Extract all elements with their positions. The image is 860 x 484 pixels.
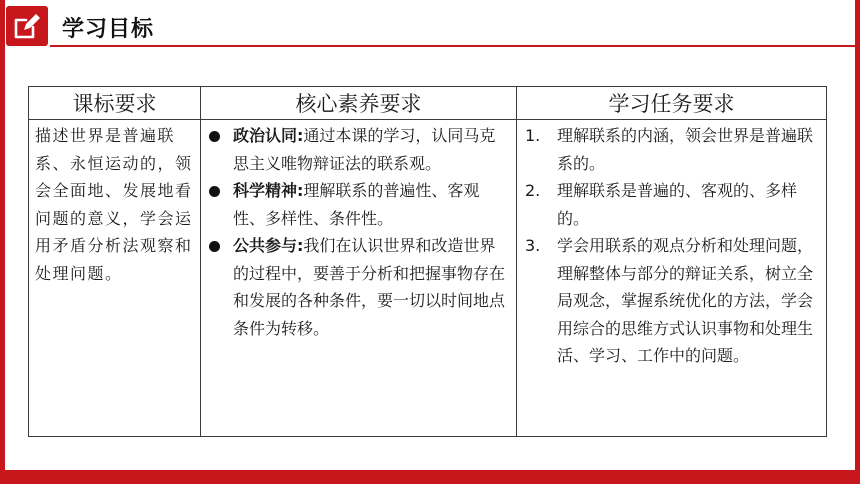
frame-bottom-bar (0, 470, 860, 484)
literacy-cell (201, 120, 517, 437)
page-title: 学习目标 (62, 17, 155, 42)
literacy-text: 我们在认识世界和改造世界的过程中，要善于分析和把握事物存在和发展的各种条件，要一切以时间地点条件为转移。 (233, 236, 506, 338)
literacy-label: 公共参与: (233, 236, 304, 255)
literacy-item-public (207, 232, 510, 342)
task-item (523, 232, 820, 370)
tasks-list (523, 122, 820, 370)
curriculum-text: 描述世界是普遍联系、永恒运动的，领会全面地、发展地看问题的意义，学会运用矛盾分析法观察和处理问题。 (35, 126, 193, 283)
bullet-icon (209, 186, 220, 197)
goals-table (28, 86, 827, 437)
literacy-label: 政治认同: (233, 126, 304, 145)
column-header-curriculum: 课标要求 (29, 87, 201, 120)
bullet-icon (209, 131, 220, 142)
task-text: 学会用联系的观点分析和处理问题，理解整体与部分的辩证关系，树立全局观念，掌握系统优化的方法，学会用综合的思维方式认识事物和处理生活、学习、工作中的问题。 (557, 236, 814, 365)
literacy-item-political (207, 122, 510, 177)
task-number: 2. (525, 181, 541, 200)
task-text: 理解联系的内涵，领会世界是普遍联系的。 (557, 126, 814, 173)
literacy-text: 理解联系的普遍性、客观性、多样性、条件性。 (233, 181, 480, 228)
task-number: 3. (525, 236, 541, 255)
task-number: 1. (525, 126, 541, 145)
literacy-text: 通过本课的学习，认同马克思主义唯物辩证法的联系观。 (233, 126, 496, 173)
column-header-tasks: 学习任务要求 (517, 87, 827, 120)
curriculum-cell (29, 120, 201, 437)
task-item (523, 122, 820, 177)
edit-icon (6, 6, 48, 46)
table-row (29, 120, 827, 437)
task-text: 理解联系是普遍的、客观的、多样的。 (557, 181, 798, 228)
frame-right-border (855, 0, 860, 484)
frame-left-border (0, 0, 5, 484)
column-header-literacy: 核心素养要求 (201, 87, 517, 120)
task-item (523, 177, 820, 232)
header-divider (50, 45, 855, 47)
table-header-row (29, 87, 827, 120)
literacy-item-science (207, 177, 510, 232)
literacy-label: 科学精神: (233, 181, 304, 200)
bullet-icon (209, 241, 220, 252)
tasks-cell (517, 120, 827, 437)
